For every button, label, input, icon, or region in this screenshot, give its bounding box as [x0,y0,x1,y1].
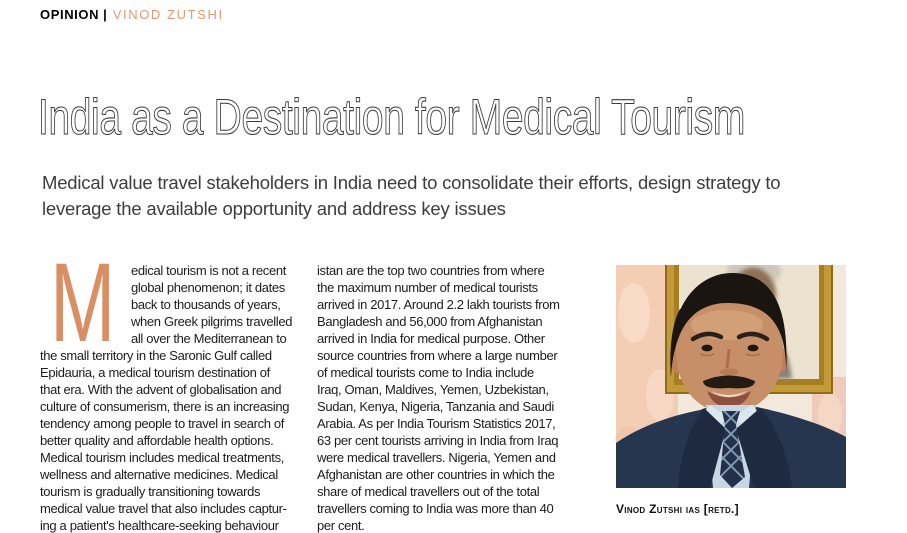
kicker-author-label: VINOD ZUTSHI [112,7,224,22]
body-line: arrived in 2017. Around 2.2 lakh tourists from [317,297,560,312]
photo-caption: Vinod Zutshi ias [retd.] [616,502,739,516]
body-line: Sudan, Kenya, Nigeria, Tanzania and Saudi [317,399,554,414]
body-line: back to thousands of years, [131,297,281,312]
subtitle-line-2: leverage the available opportunity and address key issues [42,198,506,219]
article-subtitle [42,170,780,222]
body-line: edical tourism is not a recent [131,263,286,278]
kicker [40,7,224,22]
body-column-2-lines [317,262,579,533]
portrait-photo [616,265,846,488]
body-line: when Greek pilgrims travelled [131,314,293,329]
body-line: that era. With the advent of globalisation and [40,382,282,397]
body-line: istan are the top two countries from where [317,263,545,278]
body-line: global phenomenon; it dates [131,280,285,295]
body-line: of medical tourists come to India include [317,365,534,380]
body-line: were medical travellers. Nigeria, Yemen and [317,450,556,465]
article-title: India as a Destination for Medical Tourism [38,89,745,145]
body-line: Epidauria, a medical tourism destination of [40,365,270,380]
body-line: culture of consumerism, there is an increasing [40,399,290,414]
body-line: medical value travel that also includes captur- [40,501,287,516]
subtitle-line-1: Medical value travel stakeholders in India need to consolidate their efforts, design strategy to [42,172,781,193]
body-line: travellers coming to India was more than 40 [317,501,554,516]
body-line: tendency among people to travel in search of [40,416,285,431]
dropcap-letter: M [50,240,116,365]
body-line: Arabia. As per India Tourism Statistics 2017, [317,416,556,431]
body-line: wellness and alternative medicines. Medical [40,467,278,482]
body-line: arrived in India for medical purpose. Other [317,331,545,346]
body-line: Medical tourism includes medical treatments, [40,450,284,465]
body-line: Iraq, Oman, Maldives, Yemen, Uzbekistan, [317,382,549,397]
kicker-section-label: OPINION [40,7,100,22]
body-line: per cent. [317,518,365,533]
body-column-2 [317,262,579,533]
body-line: better quality and affordable health options. [40,433,274,448]
body-line: tourism is gradually transitioning towards [40,484,261,499]
body-line: ing a patient's healthcare-seeking behaviour [40,518,279,533]
body-line: share of medical travellers out of the total [317,484,540,499]
kicker-divider: | [103,7,107,22]
body-line: Bangladesh and 56,000 from Afghanistan [317,314,543,329]
body-line: 63 per cent tourists arriving in India from Iraq [317,433,559,448]
body-line: Afghanistan are other countries in which the [317,467,555,482]
dropcap-box [40,240,131,365]
body-line: the small territory in the Saronic Gulf called [40,348,272,363]
body-line: the maximum number of medical tourists [317,280,538,295]
body-column-1 [40,240,302,533]
body-line: source countries from where a large number [317,348,558,363]
body-line: all over the Mediterranean to [131,331,287,346]
